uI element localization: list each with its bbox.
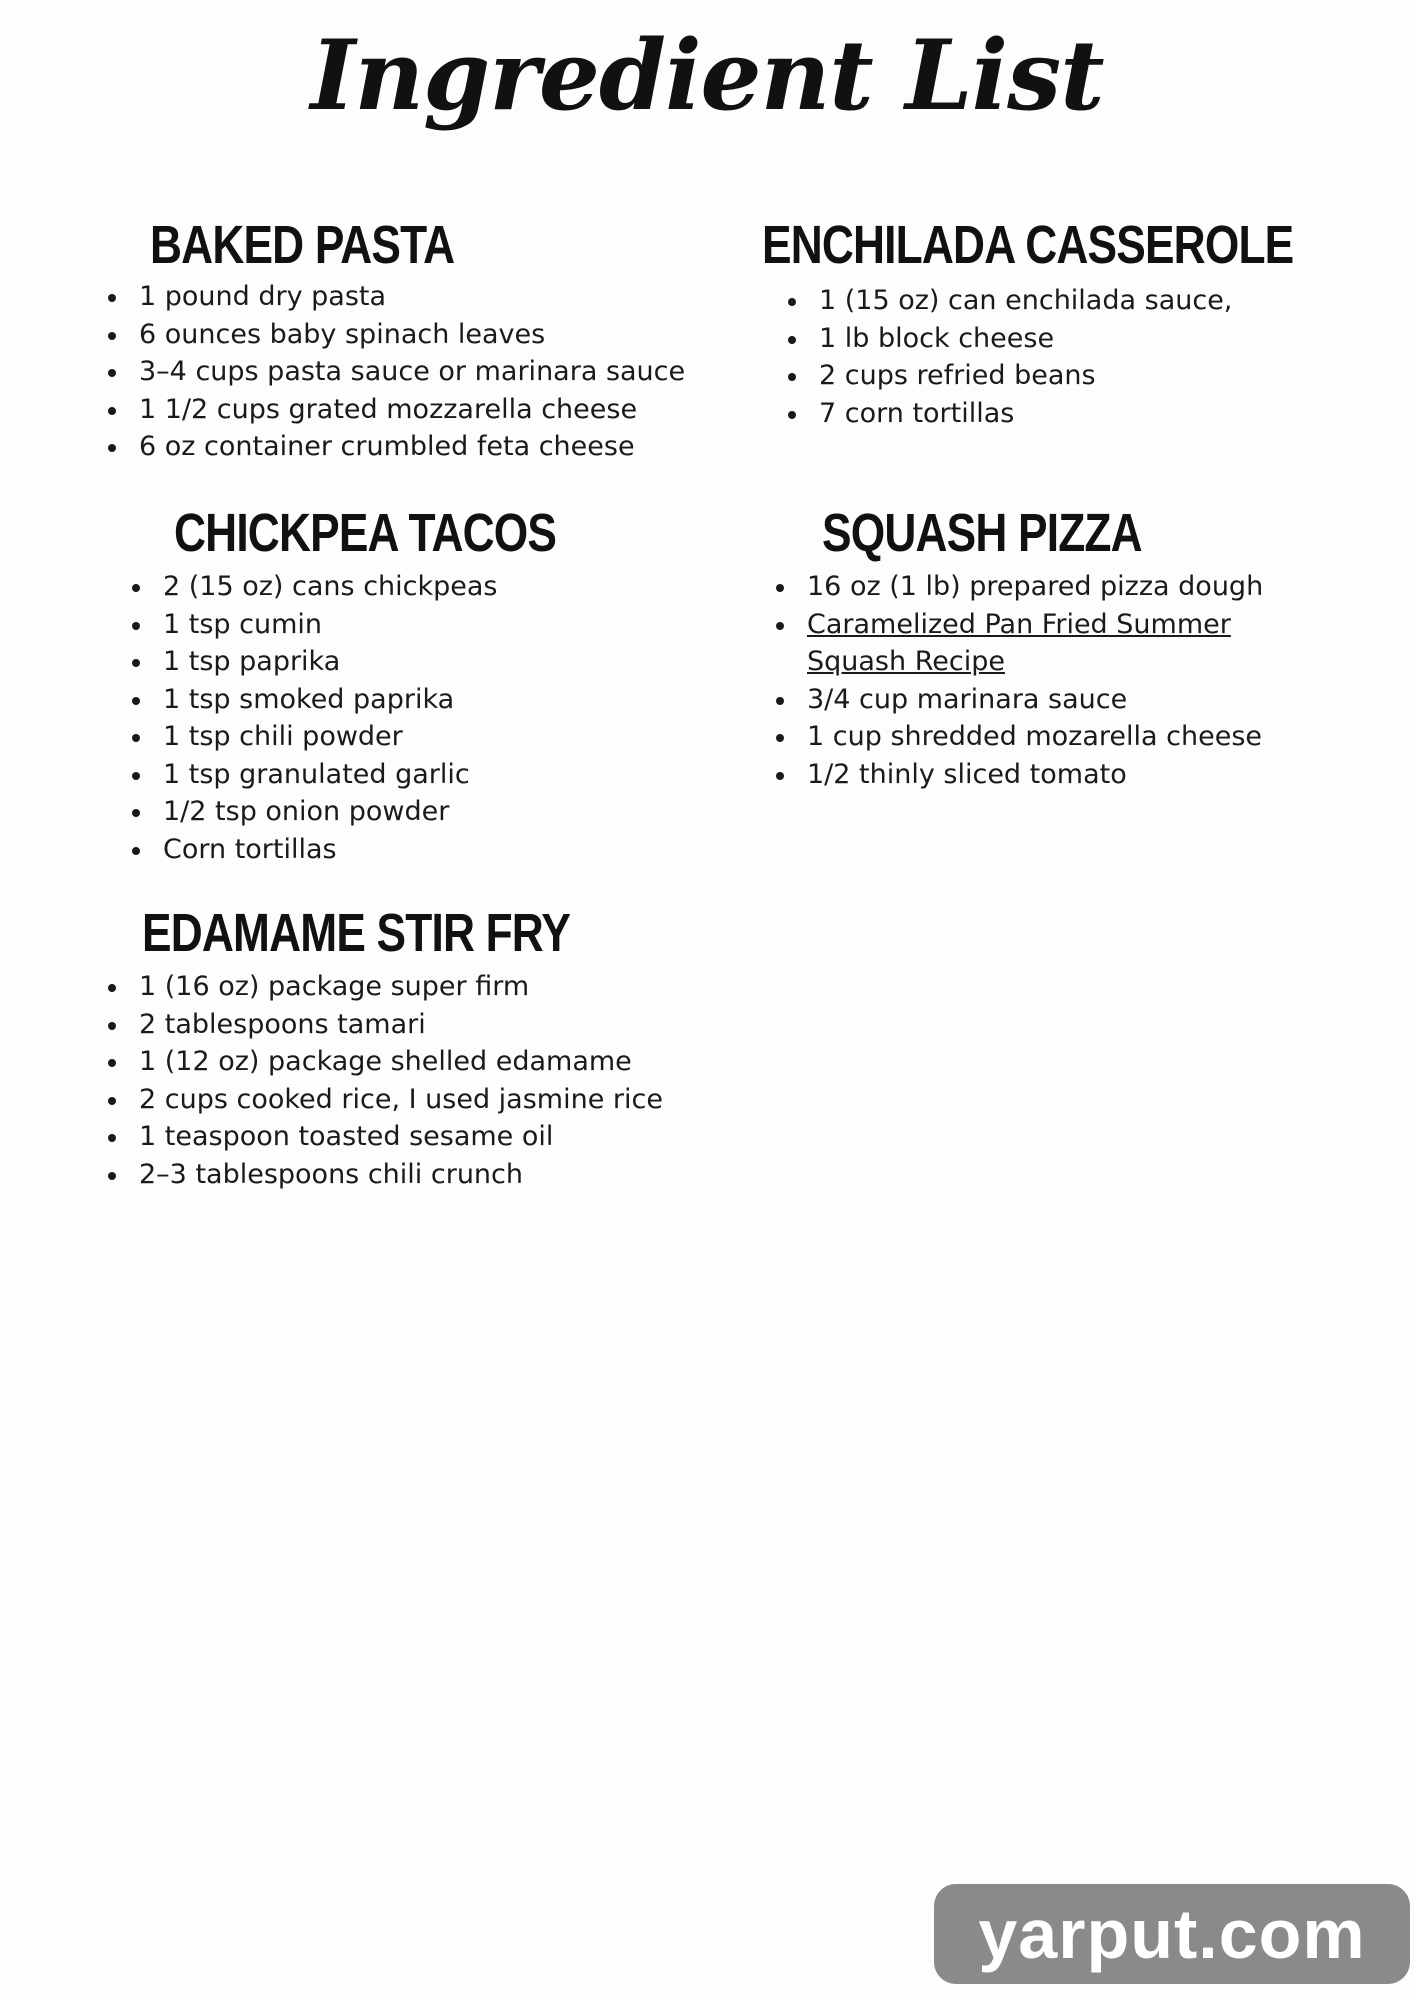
page-title: Ingredient List	[310, 19, 1104, 132]
recipe-link[interactable]: Caramelized Pan Fried Summer Squash Recipe	[807, 608, 1231, 677]
ingredient-list	[776, 568, 1336, 793]
section-heading: CHICKPEA TACOS	[174, 503, 557, 563]
recipe-link-item[interactable]	[776, 606, 1336, 681]
list-item: 1 pound dry pasta	[108, 278, 685, 316]
section-heading: SQUASH PIZZA	[822, 503, 1142, 563]
list-item: 3/4 cup marinara sauce	[776, 681, 1336, 719]
section-edamame-stir-fry	[108, 900, 664, 1193]
watermark: yarput.com	[934, 1884, 1410, 1984]
list-item: 2–3 tablespoons chili crunch	[108, 1156, 664, 1194]
list-item: 6 oz container crumbled feta cheese	[108, 428, 685, 466]
list-item: 2 (15 oz) cans chickpeas	[132, 568, 640, 606]
ingredient-list	[108, 278, 685, 466]
list-item: 1 (15 oz) can enchilada sauce,	[788, 282, 1410, 320]
list-item: 1/2 thinly sliced tomato	[776, 756, 1336, 794]
list-item: 1 tsp paprika	[132, 643, 640, 681]
list-item: 2 cups cooked rice, I used jasmine rice	[108, 1081, 664, 1119]
list-item: 7 corn tortillas	[788, 395, 1410, 433]
list-item: 3–4 cups pasta sauce or marinara sauce	[108, 353, 685, 391]
list-item: 1 tsp chili powder	[132, 718, 640, 756]
list-item: 6 ounces baby spinach leaves	[108, 316, 685, 354]
list-item: 16 oz (1 lb) prepared pizza dough	[776, 568, 1336, 606]
list-item: 1 teaspoon toasted sesame oil	[108, 1118, 664, 1156]
list-item: 2 cups refried beans	[788, 357, 1410, 395]
list-item: 1 tsp cumin	[132, 606, 640, 644]
list-item: 1 lb block cheese	[788, 320, 1410, 358]
ingredient-list	[788, 282, 1410, 432]
list-item: 1/2 tsp onion powder	[132, 793, 640, 831]
list-item: 1 tsp granulated garlic	[132, 756, 640, 794]
list-item: 1 (16 oz) package super firm	[108, 968, 664, 1006]
section-enchilada-casserole	[762, 212, 1410, 432]
section-chickpea-tacos	[132, 500, 640, 868]
section-heading: ENCHILADA CASSEROLE	[762, 215, 1294, 275]
list-item: 1 cup shredded mozarella cheese	[776, 718, 1336, 756]
list-item: 2 tablespoons tamari	[108, 1006, 664, 1044]
list-item: 1 tsp smoked paprika	[132, 681, 640, 719]
section-heading: BAKED PASTA	[150, 215, 455, 275]
list-item: 1 (12 oz) package shelled edamame	[108, 1043, 664, 1081]
list-item: 1 1/2 cups grated mozzarella cheese	[108, 391, 685, 429]
section-heading: EDAMAME STIR FRY	[142, 903, 571, 963]
ingredient-list	[108, 968, 664, 1193]
ingredient-list	[132, 568, 640, 868]
section-squash-pizza	[776, 500, 1336, 793]
list-item: Corn tortillas	[132, 831, 640, 869]
section-baked-pasta	[108, 212, 685, 466]
